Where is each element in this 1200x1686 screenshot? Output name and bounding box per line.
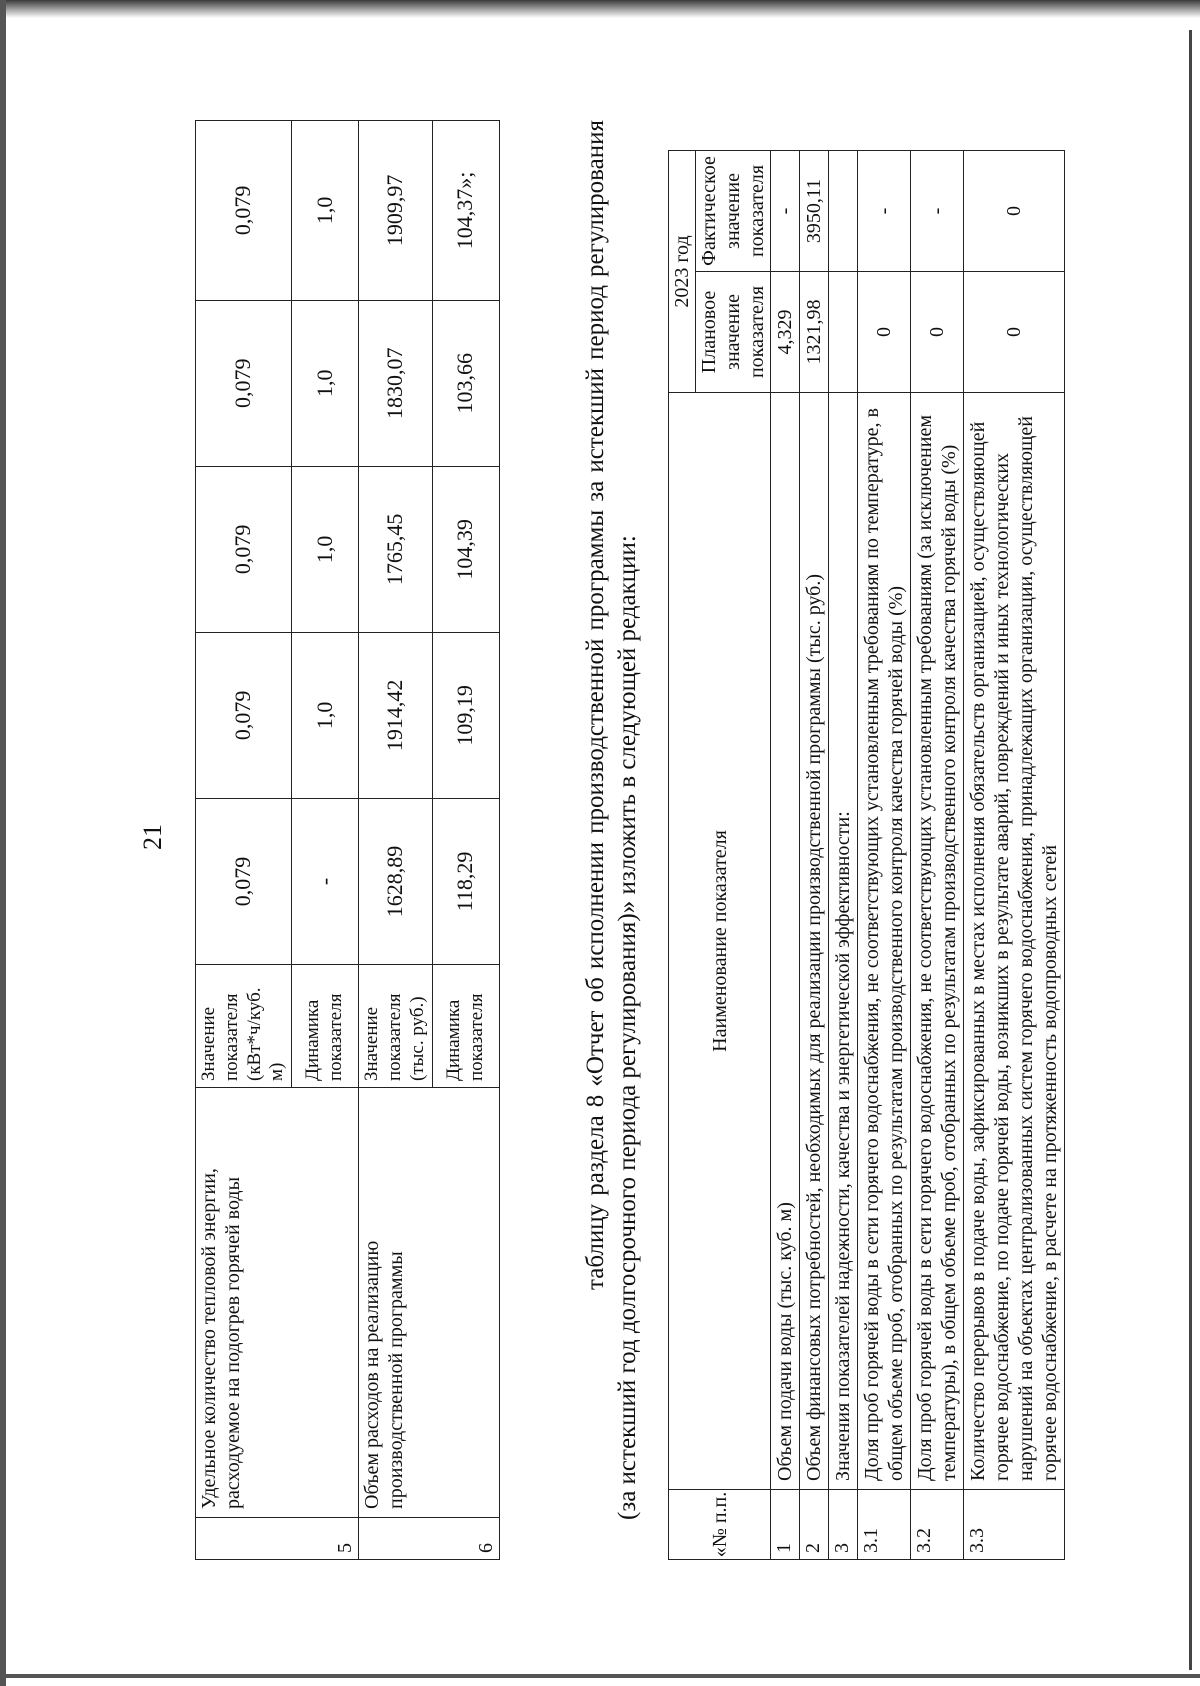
scan-edge-right [1189,30,1192,1670]
scan-edge-top [0,0,1200,18]
header-fact: Фактическое значение показателя [696,151,771,272]
fact-value: - [771,151,800,272]
header-name: Наименование показателя [669,393,771,1490]
indicator-label: Значение показателя (тыс. руб.) [359,965,432,1088]
fact-value: - [858,151,911,272]
header-plan: Плановое значение показателя [696,272,771,393]
value-cell: 1,0 [292,632,359,798]
value-cell: 104,39 [432,466,499,632]
row-number: 3 [829,1490,858,1560]
value-cell: 1765,45 [359,466,432,632]
rotated-page [100,80,1120,1580]
table-row [196,121,292,1560]
fact-value [829,151,858,272]
page-number: 21 [138,824,167,850]
value-cell: 0,079 [196,300,292,466]
table-row [829,151,858,1560]
plan-value: 0 [964,272,1065,393]
intro-paragraph: таблицу раздела 8 «Отчет об исполнении производственной программы за истекший период регулирования (за истекший год долгосрочного периода регулирования)» изложить в следующей редакции: [582,120,641,1520]
value-cell: 109,19 [432,632,499,798]
fact-value: 3950,11 [800,151,829,272]
row-name: Объем финансовых потребностей, необходимых для реализации производственной программы (тыс. руб.) [800,393,829,1490]
row-name: Объем расходов на реализацию производственной программы [359,1088,499,1518]
indicator-label: Значение показателя (кВт*ч/куб. м) [196,965,292,1088]
plan-value: 1321,98 [800,272,829,393]
row-name: Объем подачи воды (тыс. куб. м) [771,393,800,1490]
report-table [668,150,1065,1560]
value-cell: 0,079 [196,798,292,964]
table-row [964,151,1065,1560]
plan-value: 4,329 [771,272,800,393]
value-cell: 118,29 [432,798,499,964]
value-cell: 1,0 [292,121,359,301]
row-name: Количество перерывов в подаче воды, зафиксированных в местах исполнения обязательств организацией, осуществляющей горячее водоснабжение, по подаче горячей воды, возникших в результате аварий, повреждений и иных технологических нарушений на объектах централизованных систем горячего водоснабжения, принадлежащих организации, осуществляющей горячее водоснабжение, в расчете на протяженность водопроводных сетей [964,393,1065,1490]
table-row [800,151,829,1560]
row-number: 5 [196,1518,359,1560]
row-name: Значения показателей надежности, качества и энергетической эффективности: [829,393,858,1490]
header-number: «№ п.п. [669,1490,771,1560]
row-name: Доля проб горячей воды в сети горячего водоснабжения, не соответствующих установленным требованиям (за исключением температуры), в общем объеме проб, отобранных по результатам производственного контроля качества горячей воды (%) [911,393,964,1490]
table-row [911,151,964,1560]
row-number: 3.1 [858,1490,911,1560]
plan-value: 0 [911,272,964,393]
indicator-label: Динамика показателя [292,965,359,1088]
value-cell: 0,079 [196,121,292,301]
value-cell: 0,079 [196,466,292,632]
scan-edge-left [0,0,6,1686]
value-cell: 103,66 [432,300,499,466]
table-header-row [669,151,696,1560]
scan-edge-bottom [0,1674,1200,1678]
indicator-label: Динамика показателя [432,965,499,1088]
indicator-table [195,120,500,1560]
row-name: Удельное количество тепловой энергии, расходуемое на подогрев горячей воды [196,1088,359,1518]
value-cell: 1914,42 [359,632,432,798]
table-row [771,151,800,1560]
table-row [359,121,432,1560]
plan-value [829,272,858,393]
row-number: 1 [771,1490,800,1560]
row-number: 3.3 [964,1490,1065,1560]
value-cell: 1909,97 [359,121,432,301]
plan-value: 0 [858,272,911,393]
fact-value: 0 [964,151,1065,272]
row-number: 2 [800,1490,829,1560]
value-cell: 104,37»; [432,121,499,301]
fact-value: - [911,151,964,272]
row-number: 6 [359,1518,499,1560]
row-name: Доля проб горячей воды в сети горячего водоснабжения, не соответствующих установленным требованиям по температуре, в общем объеме проб, отобранных по результатам производственного контроля качества горячей воды (%) [858,393,911,1490]
value-cell: 1628,89 [359,798,432,964]
value-cell: 1830,07 [359,300,432,466]
row-number: 3.2 [911,1490,964,1560]
value-cell: 0,079 [196,632,292,798]
header-year: 2023 год [669,151,696,393]
table-row [858,151,911,1560]
value-cell: - [292,798,359,964]
value-cell: 1,0 [292,466,359,632]
value-cell: 1,0 [292,300,359,466]
